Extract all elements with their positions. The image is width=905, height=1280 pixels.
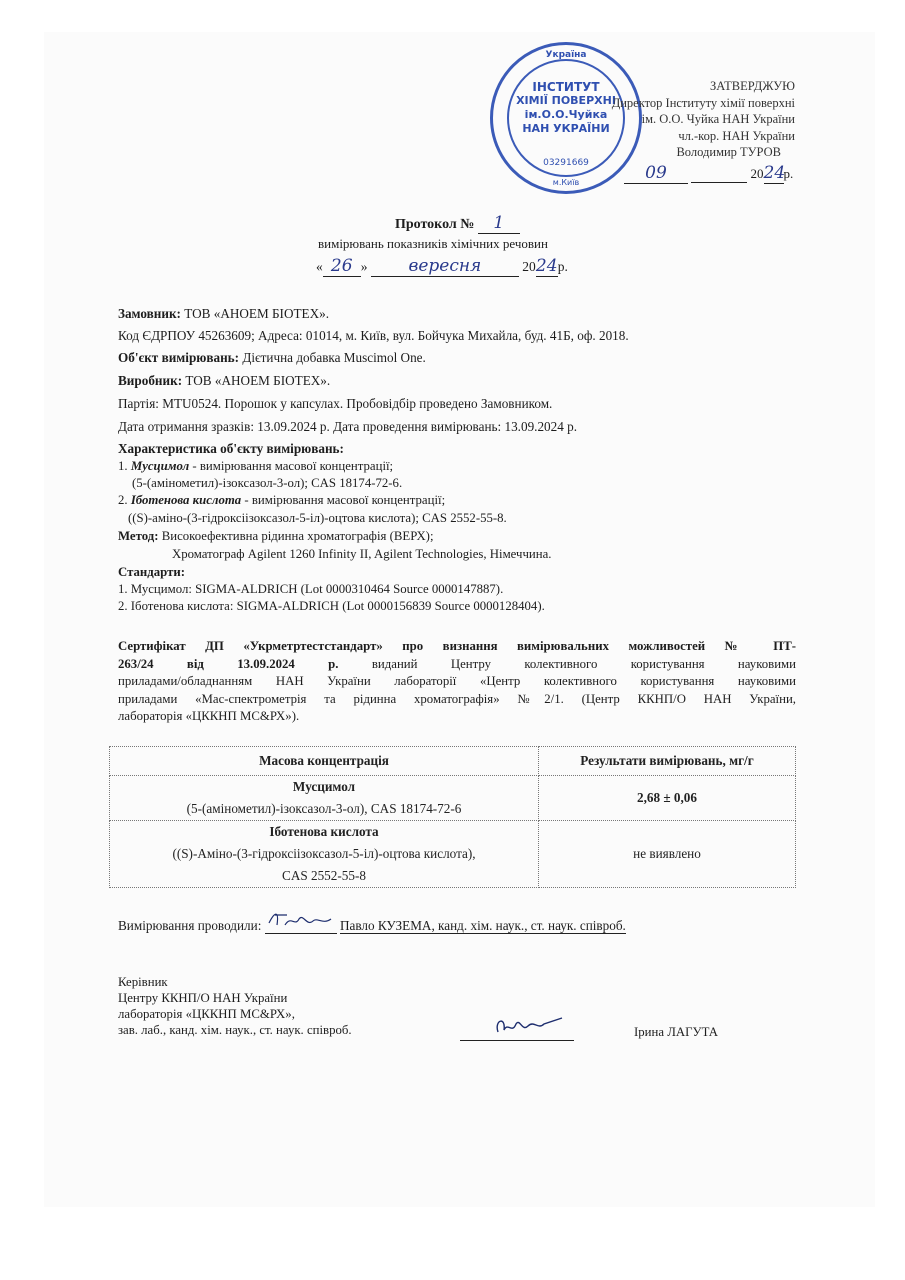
certificate-paragraph [118, 638, 796, 726]
performer-name: Павло КУЗЕМА, канд. хім. наук., ст. наук. співроб. [339, 918, 626, 933]
certificate-line-2-rest: виданий Центру колективного користування науковими [338, 656, 796, 671]
item1-line-2: (5-(амінометил)-ізоксазол-3-ол); CAS 18174-72-6. [132, 476, 403, 490]
row-substance-cas: CAS 2552-55-8 [282, 868, 366, 883]
row-substance-name: Іботенова кислота [269, 824, 379, 839]
head-line-3: лабораторія «ЦККНП МС&РХ», [118, 1007, 295, 1021]
method-line-2: Хроматограф Agilent 1260 Infinity II, Agilent Technologies, Німеччина. [172, 547, 552, 561]
customer-code-line: Код ЄДРПОУ 45263609; Адреса: 01014, м. Київ, вул. Бойчука Михайла, буд. 41Б, оф. 2018. [118, 328, 629, 343]
head-signature-scribble-icon [460, 1010, 574, 1040]
row-result: не виявлено [539, 821, 796, 888]
stamp-line-3: ім.О.О.Чуйка [524, 108, 608, 121]
approval-year-prefix: 20 [750, 166, 764, 181]
approval-line-3: чл.-кор. НАН України [678, 128, 795, 143]
protocol-date [316, 256, 568, 277]
date-close-quote: » [360, 259, 368, 274]
stamp-code: 03291669 [543, 158, 589, 168]
protocol-year-suffix: 24 [535, 256, 558, 276]
approval-date-month-blank [691, 166, 747, 183]
characteristic-item-1 [118, 459, 393, 474]
stamp-country: Україна [545, 50, 587, 60]
header-mass-concentration: Масова концентрація [110, 747, 539, 776]
standard-item-2: 2. Іботенова кислота: SIGMA-ALDRICH (Lot 0000156839 Source 0000128404). [118, 599, 545, 613]
certificate-line-2-bold: 263/24 від 13.09.2024 р. [118, 656, 339, 671]
certificate-line-4: приладами «Мас-спектрометрія та рідинна хроматографія» №2/1. (Центр ККНП/О НАН України, [118, 691, 796, 706]
approval-line-4: Володимир ТУРОВ [676, 145, 781, 159]
protocol-date-month: вересня [371, 256, 519, 277]
method-value: Високоефективна рідинна хроматографія (ВЕРХ); [161, 529, 434, 543]
maker-line [118, 373, 330, 389]
protocol-number: 1 [478, 213, 520, 234]
maker-label: Виробник: [118, 373, 183, 388]
approval-block [612, 78, 795, 161]
item2-rest: - вимірювання масової концентрації; [241, 493, 446, 507]
row-substance-desc: ((S)-Аміно-(3-гідроксіізоксазол-5-іл)-оцтова кислота), [172, 846, 476, 861]
head-line-1: Керівник [118, 975, 168, 989]
standards-heading: Стандарти: [118, 565, 186, 579]
item1-number: 1. [118, 459, 128, 473]
head-line-4: зав. лаб., канд. хім. наук., ст. наук. співроб. [118, 1023, 352, 1037]
performed-by-line [118, 918, 626, 934]
protocol-title [395, 213, 520, 234]
approval-year-suffix: 24 [763, 163, 786, 183]
customer-line [118, 306, 329, 322]
stamp-line-2: ХІМІЇ ПОВЕРХНІ [516, 94, 616, 107]
row-substance-name: Мусцимол [292, 779, 356, 794]
item1-rest: - вимірювання масової концентрації; [189, 459, 394, 473]
object-line [118, 350, 426, 366]
certificate-line-5: лабораторія «ЦККНП МС&РХ»). [118, 709, 300, 723]
protocol-date-day: 26 [323, 256, 361, 277]
certificate-line-1: Сертифікат ДП «Укрметртестстандарт» про визнання вимірювальних можливостей № ПТ- [118, 639, 796, 653]
standard-item-1: 1. Мусцимол: SIGMA-ALDRICH (Lot 0000310464 Source 0000147887). [118, 582, 504, 596]
item2-number: 2. [118, 493, 128, 507]
table-row [110, 776, 796, 821]
object-value: Дієтична добавка Muscimol One. [242, 350, 426, 365]
stamp-line-1: ІНСТИТУТ [532, 80, 600, 94]
table-header-row [110, 747, 796, 776]
batch-line: Партія: MTU0524. Порошок у капсулах. Пробовідбір проведено Замовником. [118, 396, 553, 411]
protocol-title-text: Протокол № [395, 217, 475, 232]
characteristics-heading: Характеристика об'єкту вимірювань: [118, 441, 344, 456]
row-substance-cell [110, 821, 539, 888]
dates-line: Дата отримання зразків: 13.09.2024 р. Дата проведення вимірювань: 13.09.2024 р. [118, 419, 578, 434]
head-line-2: Центру ККНП/О НАН України [118, 991, 288, 1005]
item2-name: Іботенова кислота [130, 493, 242, 507]
method-line [118, 529, 434, 544]
row-substance-desc: (5-(амінометил)-ізоксазол-3-ол), CAS 18174-72-6 [186, 801, 462, 816]
performed-label: Вимірювання проводили: [118, 918, 262, 933]
stamp-city: м.Київ [552, 178, 580, 187]
approval-date-suffix: р. [783, 166, 794, 181]
protocol-date-suffix: р. [557, 259, 568, 274]
table-row [110, 821, 796, 888]
performer-signature [265, 919, 337, 934]
signature-scribble-icon [265, 909, 337, 931]
method-label: Метод: [118, 529, 159, 543]
approval-line-1: Директор Інституту хімії поверхні [611, 95, 795, 110]
item2-line-2: ((S)-аміно-(3-гідроксіізоксазол-5-іл)-оцтова кислота); CAS 2552-55-8. [128, 511, 507, 525]
header-results: Результати вимірювань, мг/г [539, 747, 796, 776]
row-substance-cell [110, 776, 539, 821]
approval-line-2: ім. О.О. Чуйка НАН України [641, 112, 795, 126]
approval-title: ЗАТВЕРДЖУЮ [709, 79, 795, 93]
customer-label: Замовник: [118, 306, 181, 321]
approval-date-day: 09 [624, 163, 688, 184]
certificate-line-3: приладами/обладнанням НАН України лабораторії «Центр колективного користування науковими [118, 674, 796, 688]
protocol-subtitle: вимірювань показників хімічних речовин [318, 236, 548, 251]
head-signature [460, 1010, 574, 1041]
row-result: 2,68 ± 0,06 [539, 776, 796, 821]
protocol-year-prefix: 20 [522, 259, 536, 274]
results-table [109, 746, 796, 888]
customer-value: ТОВ «АНОЕМ БІОТЕХ». [184, 306, 329, 321]
head-block [118, 974, 352, 1038]
item1-name: Мусцимол [130, 459, 190, 473]
characteristic-item-2 [118, 493, 445, 508]
approval-date [624, 163, 793, 184]
date-open-quote: « [316, 259, 323, 274]
stamp-line-4: НАН УКРАЇНИ [522, 122, 610, 135]
maker-value: ТОВ «АНОЕМ БІОТЕХ». [185, 373, 331, 388]
object-label: Об'єкт вимірювань: [118, 350, 240, 365]
head-name: Ірина ЛАГУТА [634, 1025, 719, 1039]
